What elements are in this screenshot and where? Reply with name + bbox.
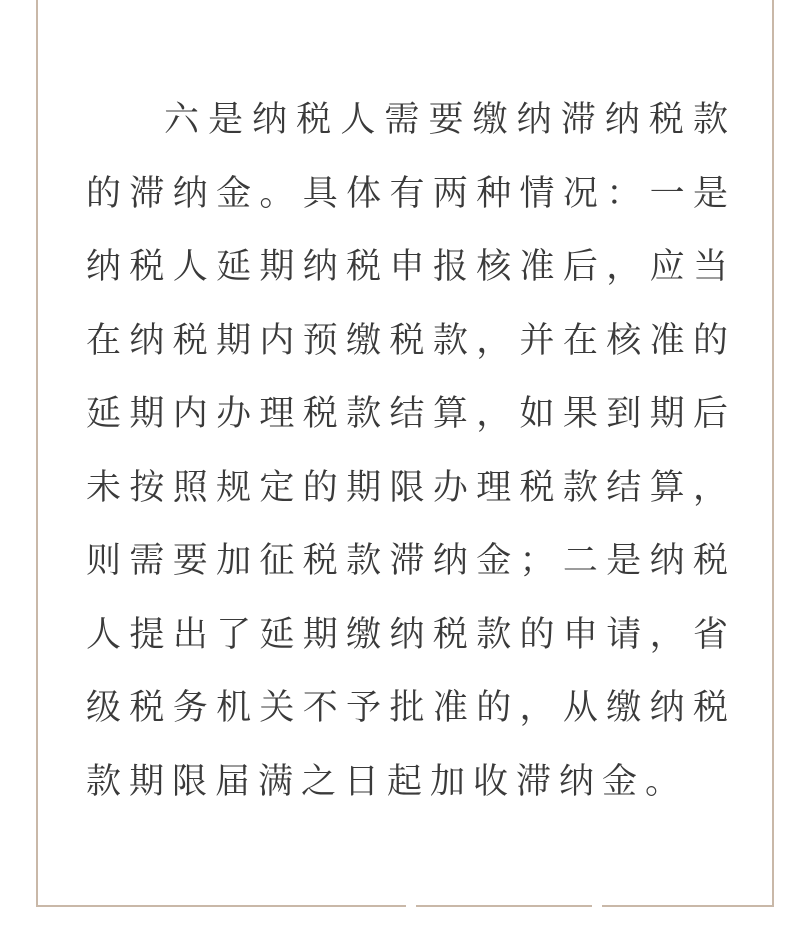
frame-bottom-segment-middle: [416, 905, 592, 907]
article-paragraph: 六是纳税人需要缴纳滞纳税款的滞纳金。具体有两种情况：一是纳税人延期纳税申报核准后，应当在纳税期内预缴税款，并在核准的延期内办理税款结算，如果到期后未按照规定的期限办理税款结算，则需要加征税款滞纳金；二是纳税人提出了延期缴纳税款的申请，省级税务机关不予批准的，从缴纳税款期限届满之日起加收滞纳金。: [86, 100, 736, 802]
frame-bottom-segment-right: [602, 905, 774, 907]
frame-bottom-segment-left: [36, 905, 406, 907]
